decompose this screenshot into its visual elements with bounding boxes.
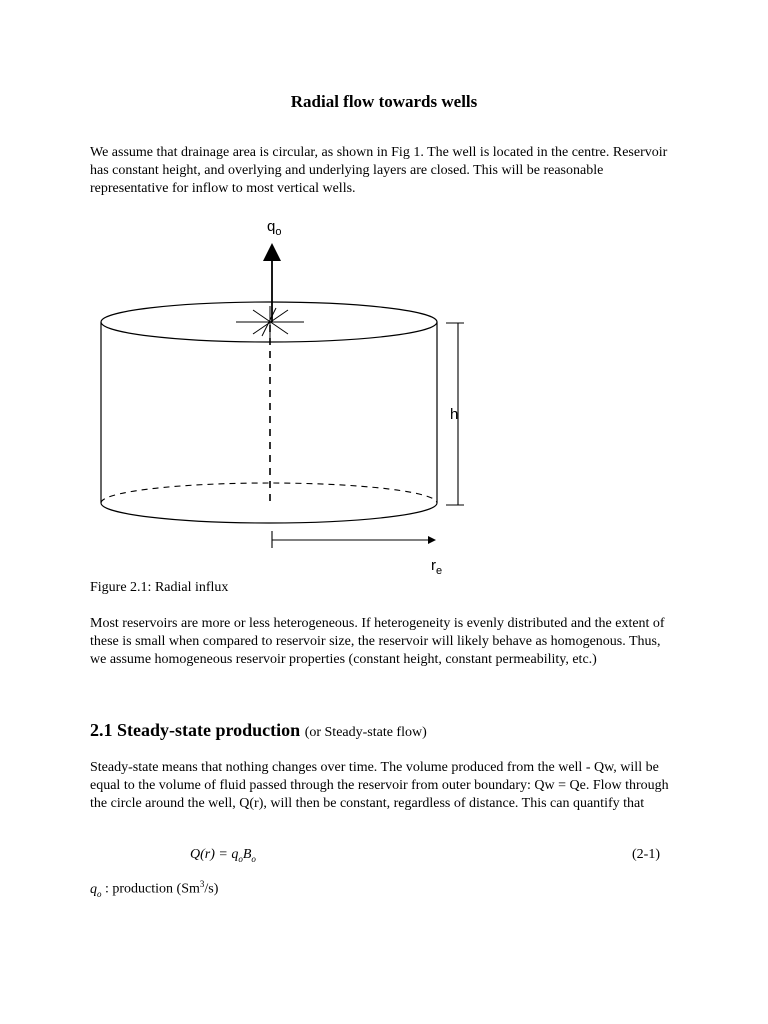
- equation-2-1: $Q(r) = q_oB_o$: [190, 847, 256, 864]
- figure-label-h: h: [450, 406, 459, 423]
- section-subtitle: (or Steady-state flow): [304, 725, 427, 740]
- figure-caption: Figure 2.1: Radial influx: [90, 580, 229, 595]
- section-number: 2.1: [90, 720, 113, 740]
- section-heading: [90, 720, 427, 741]
- equation-number: (2-1): [632, 847, 660, 862]
- page-title: Radial flow towards wells: [290, 92, 478, 111]
- steady-state-paragraph: Steady-state means that nothing changes over time. The volume produced from the well - Qw, will be equal to the volume of fluid passed through the reservoir from outer boundary: Qw = Qe. Flow through the circle around the well, Q(r), will then be constant, regardless of distance. This can quantify that: [90, 760, 669, 811]
- figure-label-re: $r_e$: [431, 557, 443, 577]
- cylinder-bottom-back: [101, 483, 437, 503]
- figure-label-q: $q_o$: [267, 218, 282, 238]
- heterogeneity-paragraph: Most reservoirs are more or less heterogeneous. If heterogeneity is evenly distributed and the extent of these is small when compared to reservoir size, the reservoir will likely behave as homogenous. Thus, we assume homogeneous reservoir properties (constant height, constant permeability, etc.): [90, 616, 665, 667]
- cylinder-bottom-front: [101, 503, 437, 523]
- section-title: Steady-state production: [117, 720, 301, 740]
- variable-definition: $q_o$ : production (Sm$^3$/s): [90, 879, 219, 899]
- radial-influx-marks: [236, 306, 304, 338]
- intro-paragraph: We assume that drainage area is circular, as shown in Fig 1. The well is located in the centre. Reservoir has constant height, and overlying and underlying layers are closed. This will be reasonable representative for inflow to most vertical wells.: [90, 145, 668, 196]
